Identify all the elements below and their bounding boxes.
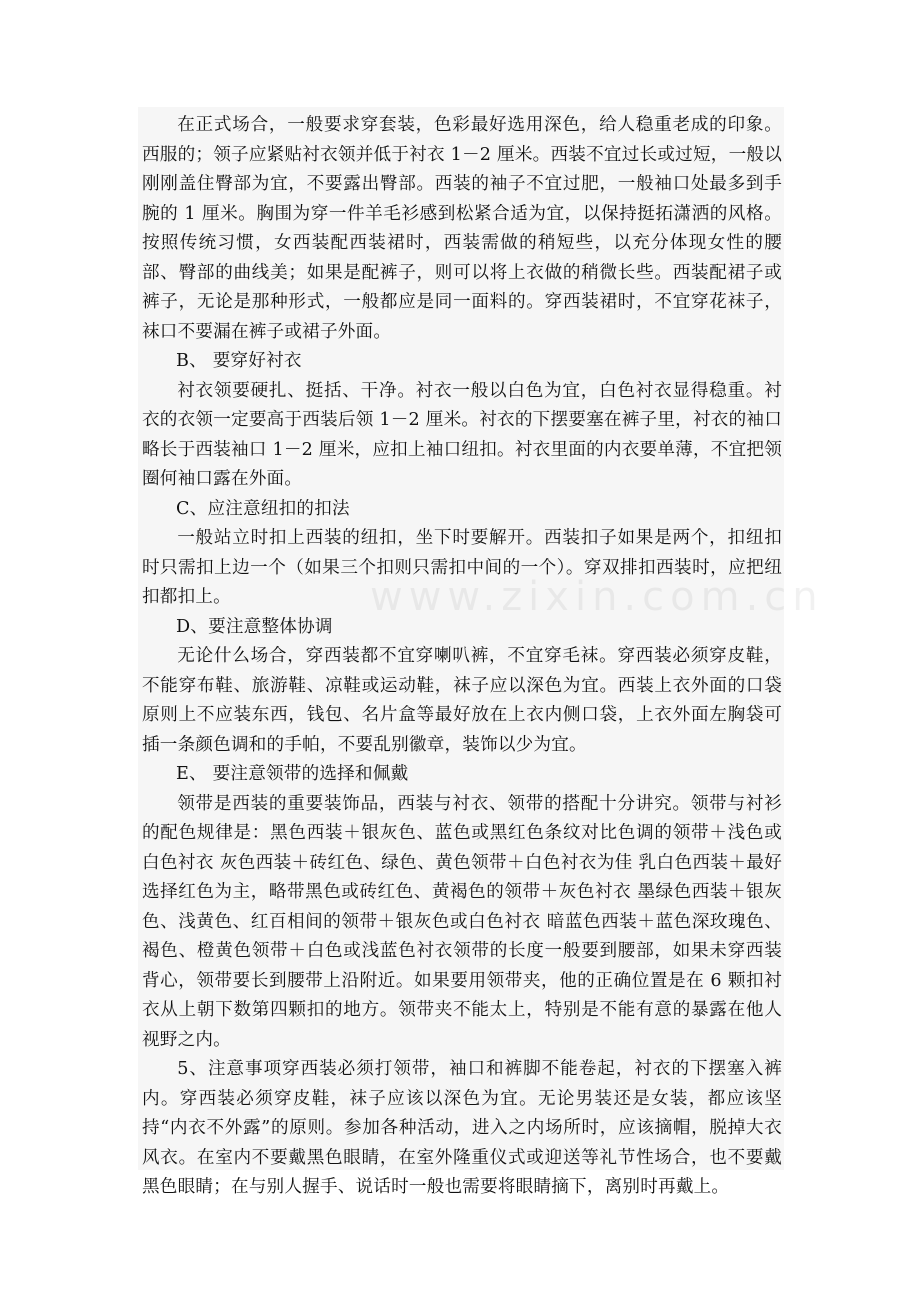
heading-buttons: C、应注意纽扣的扣法 [176, 498, 350, 519]
heading-tie: E、 要注意领带的选择和佩戴 [176, 764, 409, 784]
paragraph-notes: 5、注意事项穿西装必须打领带，袖口和裤脚不能卷起，衬衣的下摆塞入裤内。穿西装必须穿皮鞋，袜子应该以深色为宜。无论男装还是女装，都应该坚持“内衣不外露”的原则。参加各种活动，进入之内场所时，应该摘帽，脱掉大衣风衣。在室内不要戴黑色眼睛，在室外隆重仪式或迎送等礼节性场合，也不要戴黑色眼睛；在与别人握手、说话时一般也需要将眼睛摘下，离别时再戴上。 [142, 1059, 782, 1197]
paragraph-suit-basics: 在正式场合，一般要求穿套装，色彩最好选用深色，给人稳重老成的印象。西服的；领子应紧贴衬衣领并低于衬衣 1－2 厘米。西装不宜过长或过短，一般以刚刚盖住臀部为宜，不要露出臀部。西装的袖子不宜过肥，一般袖口处最多到手腕的 1 厘米。胸围为穿一件羊毛衫感到松紧合适为宜，以保持挺拓潇洒的风格。按照传统习惯，女西装配西装裙时，西装需做的稍短些，以充分体现女性的腰部、臀部的曲线美；如果是配裤子，则可以将上衣做的稍微长些。西装配裙子或裤子，无论是那种形式，一般都应是同一面料的。穿西装裙时，不宜穿花袜子，袜口不要漏在裤子或裙子外面。 [142, 115, 782, 342]
paragraph-coordination: 无论什么场合，穿西装都不宜穿喇叭裤，不宜穿毛袜。穿西装必须穿皮鞋，不能穿布鞋、旅游鞋、凉鞋或运动鞋，袜子应以深色为宜。西装上衣外面的口袋原则上不应装东西，钱包、名片盒等最好放在上衣内侧口袋，上衣外面左胸袋可插一条颜色调和的手帕，不要乱别徽章，装饰以少为宜。 [142, 646, 782, 755]
paragraph-tie: 领带是西装的重要装饰品，西装与衬衣、领带的搭配十分讲究。领带与衬衫的配色规律是：黑色西装＋银灰色、蓝色或黑红色条纹对比色调的领带＋浅色或白色衬衣 灰色西装＋砖红色、绿色、黄色领带＋白色衬衣为佳 乳白色西装＋最好选择红色为主，略带黑色或砖红色、黄褐色的领带＋灰色衬衣 墨绿色西装＋银灰色、浅黄色、红百相间的领带＋银灰色或白色衬衣 暗蓝色西装＋蓝色深玫瑰色、褐色、橙黄色领带＋白色或浅蓝色衬衣领带的长度一般要到腰部，如果未穿西装背心，领带要长到腰带上沿附近。如果要用领带夹，他的正确位置是在 6 颗扣衬衣从上朝下数第四颗扣的地方。领带夹不能太上，特别是不能有意的暴露在他人视野之内。 [142, 793, 782, 1050]
heading-shirt: B、 要穿好衬衣 [176, 351, 302, 371]
paragraph-buttons: 一般站立时扣上西装的纽扣，坐下时要解开。西装扣子如果是两个，扣纽扣时只需扣上边一个（如果三个扣则只需扣中间的一个）。穿双排扣西装时，应把纽扣都扣上。 [142, 528, 782, 607]
paragraph-shirt: 衬衣领要硬扎、挺括、干净。衬衣一般以白色为宜，白色衬衣显得稳重。衬衣的衣领一定要高于西装后领 1－2 厘米。衬衣的下摆要塞在裤子里，衬衣的袖口略长于西装袖口 1－2 厘米，应扣上袖口纽扣。衬衣里面的内衣要单薄，不宜把领圈何袖口露在外面。 [142, 380, 782, 489]
document-body [142, 111, 782, 1203]
heading-coordination: D、要注意整体协调 [176, 616, 333, 637]
